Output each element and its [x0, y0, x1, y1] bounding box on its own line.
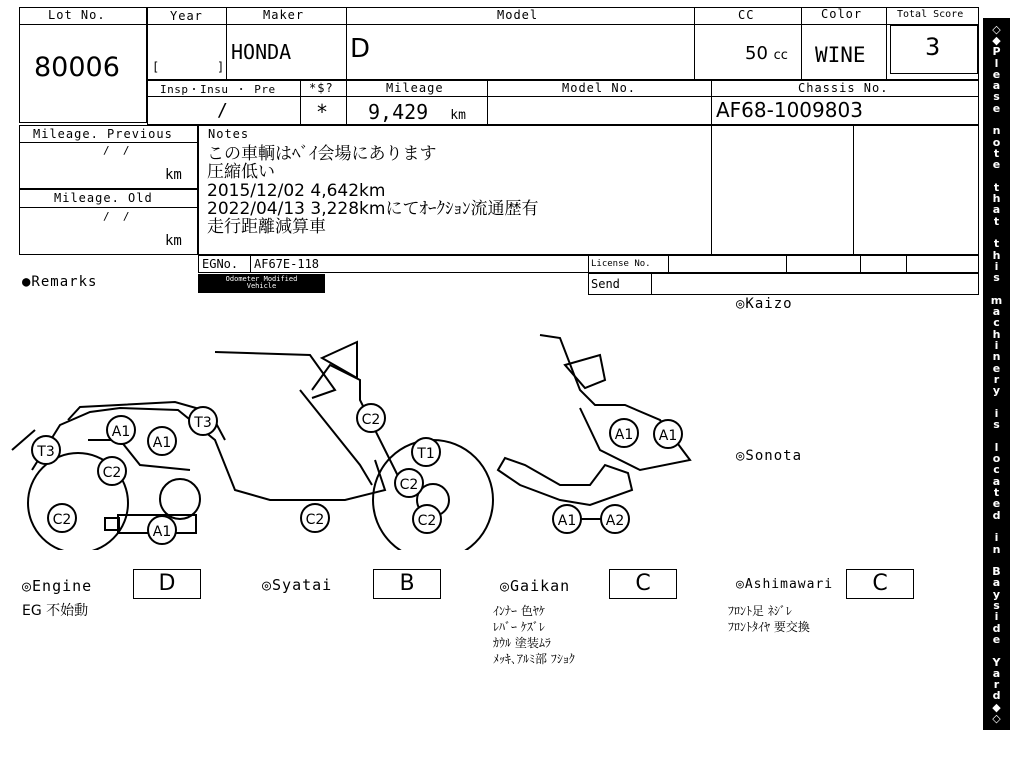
divider: [786, 255, 787, 273]
notice-char: t: [993, 214, 1000, 228]
notice-char: e: [992, 497, 1001, 511]
mark-label: C2: [102, 465, 122, 481]
mileage-prev-label: Mileage. Previous: [33, 127, 173, 141]
egno-value: AF67E-118: [254, 257, 320, 271]
location-notice-strip: [983, 18, 1010, 730]
mark-t1-front: [412, 438, 440, 466]
notice-char: t: [993, 180, 1000, 194]
divider: [588, 255, 589, 273]
mark-t3-rear: [32, 436, 60, 464]
notice-char: ◇: [992, 712, 1001, 726]
ashimawari-comment-2: ﾌﾛﾝﾄﾀｲﾔ 要交換: [728, 620, 810, 634]
notice-char: o: [992, 452, 1001, 466]
mark-c2-rear-wheel: [48, 504, 76, 532]
odometer-badge-text: Odometer Modified Vehicle: [225, 275, 298, 290]
sonota-label: ◎Sonota: [736, 448, 803, 464]
mark-c2-floor: [301, 504, 329, 532]
notice-char: r: [993, 373, 1000, 386]
notice-char: t: [993, 146, 1000, 160]
lot-label: Lot No.: [48, 8, 106, 22]
mark-label: C2: [305, 512, 325, 528]
notice-char: s: [993, 90, 1000, 104]
divider: [886, 7, 887, 80]
divider: [711, 80, 712, 125]
lot-divider: [19, 24, 147, 25]
notice-char: d: [992, 689, 1001, 703]
notice-char: i: [994, 406, 999, 420]
top-view-floor: [498, 458, 632, 505]
divider: [860, 255, 861, 273]
egno-label: EGNo.: [202, 257, 239, 271]
mileage-label: Mileage: [386, 81, 444, 95]
mark-t3-seat: [189, 407, 217, 435]
mileage-old-label: Mileage. Old: [54, 191, 153, 205]
handlebar: [215, 352, 335, 398]
mark-a1-top-1: [610, 419, 638, 447]
notice-char: c: [993, 463, 1000, 477]
cc-unit: cc: [773, 48, 788, 63]
ashimawari-comment-1: ﾌﾛﾝﾄ足 ﾈｼﾞﾚ: [728, 604, 792, 618]
mark-label: A1: [152, 524, 172, 540]
notice-char: e: [992, 632, 1001, 646]
notice-char: h: [992, 248, 1001, 262]
notice-char: l: [994, 440, 999, 454]
syatai-label: ◎Syatai: [262, 576, 333, 594]
score-label: Total Score: [897, 9, 964, 20]
notice-char: o: [992, 135, 1001, 149]
model-label: Model: [497, 8, 539, 22]
send-label: Send: [591, 277, 620, 291]
notice-char: y: [992, 587, 1001, 601]
notice-char: i: [994, 259, 999, 273]
mileage-prev-value: / /: [103, 144, 130, 157]
mileage-old-value: / /: [103, 210, 130, 223]
mark-label: C2: [361, 412, 381, 428]
notice-char: d: [992, 508, 1001, 522]
engine-label: ◎Engine: [22, 577, 93, 595]
notes-label: Notes: [208, 127, 250, 141]
mark-label: C2: [52, 512, 72, 528]
divider: [19, 207, 198, 208]
engine-grade: D: [133, 569, 201, 599]
maker-value: HONDA: [231, 40, 292, 64]
divider: [226, 7, 227, 80]
mark-c2-fork: [395, 469, 423, 497]
notice-char: y: [992, 384, 1001, 398]
notice-char: r: [993, 678, 1000, 692]
mark-a1-muffler: [148, 516, 176, 544]
notice-char: n: [992, 350, 1001, 364]
notice-char: a: [992, 203, 1001, 217]
gaikan-comment-4: ﾒｯｷ､ｱﾙﾐ部 ﾌｼｮｸ: [493, 652, 575, 666]
insp-label: Insp・Insu ・ Pre: [160, 83, 276, 96]
notice-char: s: [993, 271, 1000, 285]
mark-label: A1: [614, 427, 634, 443]
gaikan-grade: C: [609, 569, 677, 599]
star-value: *: [316, 100, 329, 124]
remarks-label: ●Remarks: [22, 274, 98, 290]
notice-char: d: [992, 621, 1001, 635]
divider: [801, 7, 802, 80]
notice-char: a: [992, 576, 1001, 590]
mark-c2-front-wheel: [413, 505, 441, 533]
gaikan-comment-3: ｶｳﾙ 塗装ﾑﾗ: [493, 636, 551, 650]
notice-char: e: [992, 67, 1001, 81]
notice-char: Y: [992, 655, 1001, 669]
top-view-cover: [565, 355, 605, 388]
mileage-value: [368, 100, 466, 124]
notice-char: ◇: [992, 22, 1001, 36]
header-underline: [147, 24, 979, 25]
divider: [668, 255, 669, 273]
notice-char: i: [994, 339, 999, 353]
mark-a1-tank: [148, 427, 176, 455]
mark-a2-floor: [601, 505, 629, 533]
cc-label: CC: [738, 8, 755, 22]
mark-a1-top-2: [654, 420, 682, 448]
engine-block: [160, 479, 200, 519]
divider: [346, 80, 347, 125]
lot-number: 80006: [34, 52, 120, 83]
notes-line-1: この車輌はﾍﾞｲ会場にあります: [207, 144, 437, 164]
mileage-old-unit: km: [165, 233, 182, 249]
mileage-number: 9,429: [368, 100, 429, 124]
color-value: WINE: [815, 43, 866, 67]
ashimawari-grade: C: [846, 569, 914, 599]
notice-char: a: [992, 305, 1001, 319]
modelno-label: Model No.: [562, 81, 637, 95]
notice-char: c: [993, 316, 1000, 330]
notice-char: l: [994, 56, 999, 70]
notes-line-3: 2015/12/02 4,642km: [207, 181, 386, 201]
divider: [300, 80, 301, 125]
divider: [346, 7, 347, 80]
mark-label: C2: [399, 477, 419, 493]
mark-label: A1: [557, 513, 577, 529]
notice-char: m: [990, 293, 1003, 307]
mark-label: A2: [605, 513, 625, 529]
mark-label: C2: [417, 513, 437, 529]
score-value: 3: [925, 33, 941, 61]
model-value: D: [350, 34, 371, 64]
syatai-grade: B: [373, 569, 441, 599]
divider: [487, 80, 488, 125]
divider: [250, 255, 251, 273]
cc-number: 50: [745, 43, 768, 64]
notice-char: n: [992, 124, 1001, 138]
notice-char: a: [992, 666, 1001, 680]
headlight: [322, 342, 357, 378]
chassis-value: AF68-1009803: [716, 98, 863, 122]
mark-c2-body: [98, 457, 126, 485]
notice-char: e: [992, 101, 1001, 115]
notice-char: n: [992, 542, 1001, 556]
top-view-body: [540, 335, 690, 470]
mark-label: A1: [152, 435, 172, 451]
mark-label: T3: [194, 415, 212, 431]
notice-char: s: [993, 418, 1000, 432]
notice-char: ◆: [992, 33, 1001, 47]
year-value: [ ]: [152, 60, 225, 74]
notes-line-4: 2022/04/13 3,228kmにてｵｰｸｼｮﾝ流通歴有: [207, 199, 539, 219]
mark-label: T3: [37, 444, 55, 460]
ashimawari-label: ◎Ashimawari: [736, 577, 834, 592]
notice-char: i: [994, 610, 999, 624]
notice-char: a: [992, 79, 1001, 93]
muffler-tip: [105, 518, 119, 530]
notice-char: e: [992, 158, 1001, 172]
divider: [906, 255, 907, 273]
divider: [853, 125, 854, 255]
gaikan-label: ◎Gaikan: [500, 577, 571, 595]
star-label: *$?: [309, 81, 334, 95]
license-label: License No.: [591, 259, 651, 269]
engine-comment-1: EG 不始動: [22, 603, 89, 619]
mileage-unit: km: [450, 108, 466, 123]
notes-line-5: 走行距離減算車: [207, 217, 326, 237]
kaizo-label: ◎Kaizo: [736, 296, 793, 312]
notice-char: t: [993, 237, 1000, 251]
notice-char: B: [992, 565, 1001, 579]
gaikan-comment-2: ﾚﾊﾞｰ ｹｽﾞﾚ: [493, 620, 545, 634]
mark-label: A1: [658, 428, 678, 444]
scooter-diagram: [0, 290, 730, 550]
insp-value: /: [217, 100, 228, 121]
notice-char: ◆: [992, 700, 1001, 714]
notice-char: h: [992, 327, 1001, 341]
divider: [711, 125, 712, 255]
mark-a1-floor: [553, 505, 581, 533]
notice-char: i: [994, 531, 999, 545]
notice-char: h: [992, 192, 1001, 206]
gaikan-comment-1: ｲﾝﾅｰ 色ﾔｹ: [493, 604, 545, 618]
year-label: Year: [170, 9, 203, 23]
mark-label: A1: [111, 424, 131, 440]
maker-label: Maker: [263, 8, 305, 22]
notice-char: t: [993, 486, 1000, 500]
notice-char: P: [992, 45, 1001, 59]
mark-a1-seat: [107, 416, 135, 444]
divider: [694, 7, 695, 80]
notes-line-2: 圧縮低い: [207, 162, 275, 182]
notice-char: a: [992, 474, 1001, 488]
notice-char: s: [993, 599, 1000, 613]
chassis-label: Chassis No.: [798, 81, 889, 95]
color-label: Color: [821, 7, 863, 21]
mark-c2-legshield: [357, 404, 385, 432]
cc-value: [745, 43, 788, 64]
notice-char: e: [992, 361, 1001, 375]
mark-label: T1: [417, 446, 435, 462]
divider: [19, 142, 198, 143]
mileage-prev-unit: km: [165, 167, 182, 183]
